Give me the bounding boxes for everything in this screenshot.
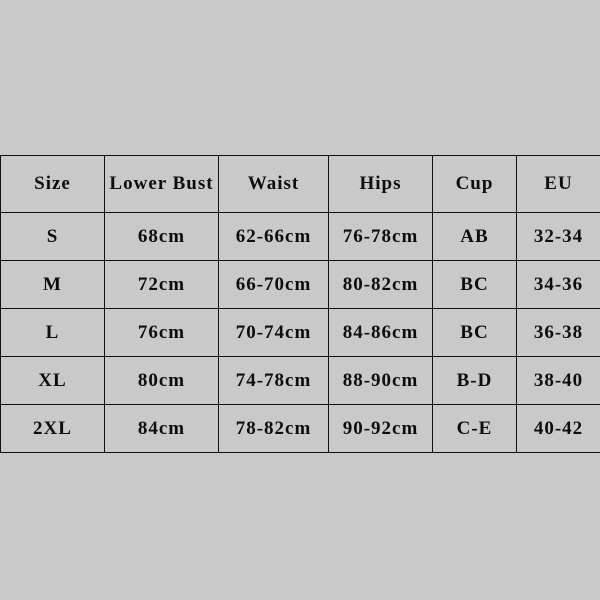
cell-hips: 84-86cm	[329, 309, 433, 357]
size-chart-container	[0, 155, 600, 453]
cell-hips: 76-78cm	[329, 213, 433, 261]
cell-waist: 74-78cm	[219, 357, 329, 405]
cell-waist: 78-82cm	[219, 405, 329, 453]
table-body	[1, 213, 600, 453]
cell-hips: 88-90cm	[329, 357, 433, 405]
cell-waist: 70-74cm	[219, 309, 329, 357]
cell-lower-bust: 68cm	[105, 213, 219, 261]
cell-waist: 66-70cm	[219, 261, 329, 309]
table-header	[1, 156, 600, 213]
cell-cup: BC	[433, 309, 517, 357]
cell-waist: 62-66cm	[219, 213, 329, 261]
table-row	[1, 309, 600, 357]
cell-size: M	[1, 261, 105, 309]
cell-eu: 40-42	[517, 405, 600, 453]
table-header-row	[1, 156, 600, 213]
column-header-cup: Cup	[433, 156, 517, 213]
table-row	[1, 357, 600, 405]
cell-hips: 90-92cm	[329, 405, 433, 453]
cell-cup: AB	[433, 213, 517, 261]
column-header-eu: EU	[517, 156, 600, 213]
cell-cup: BC	[433, 261, 517, 309]
cell-size: L	[1, 309, 105, 357]
cell-lower-bust: 84cm	[105, 405, 219, 453]
table-row	[1, 213, 600, 261]
cell-cup: B-D	[433, 357, 517, 405]
cell-lower-bust: 72cm	[105, 261, 219, 309]
column-header-waist: Waist	[219, 156, 329, 213]
cell-eu: 38-40	[517, 357, 600, 405]
cell-lower-bust: 76cm	[105, 309, 219, 357]
cell-eu: 34-36	[517, 261, 600, 309]
column-header-lower-bust: Lower Bust	[105, 156, 219, 213]
table-row	[1, 405, 600, 453]
size-chart-table	[0, 155, 600, 453]
cell-eu: 36-38	[517, 309, 600, 357]
cell-eu: 32-34	[517, 213, 600, 261]
cell-size: XL	[1, 357, 105, 405]
cell-hips: 80-82cm	[329, 261, 433, 309]
cell-lower-bust: 80cm	[105, 357, 219, 405]
cell-cup: C-E	[433, 405, 517, 453]
cell-size: 2XL	[1, 405, 105, 453]
table-row	[1, 261, 600, 309]
column-header-size: Size	[1, 156, 105, 213]
cell-size: S	[1, 213, 105, 261]
column-header-hips: Hips	[329, 156, 433, 213]
